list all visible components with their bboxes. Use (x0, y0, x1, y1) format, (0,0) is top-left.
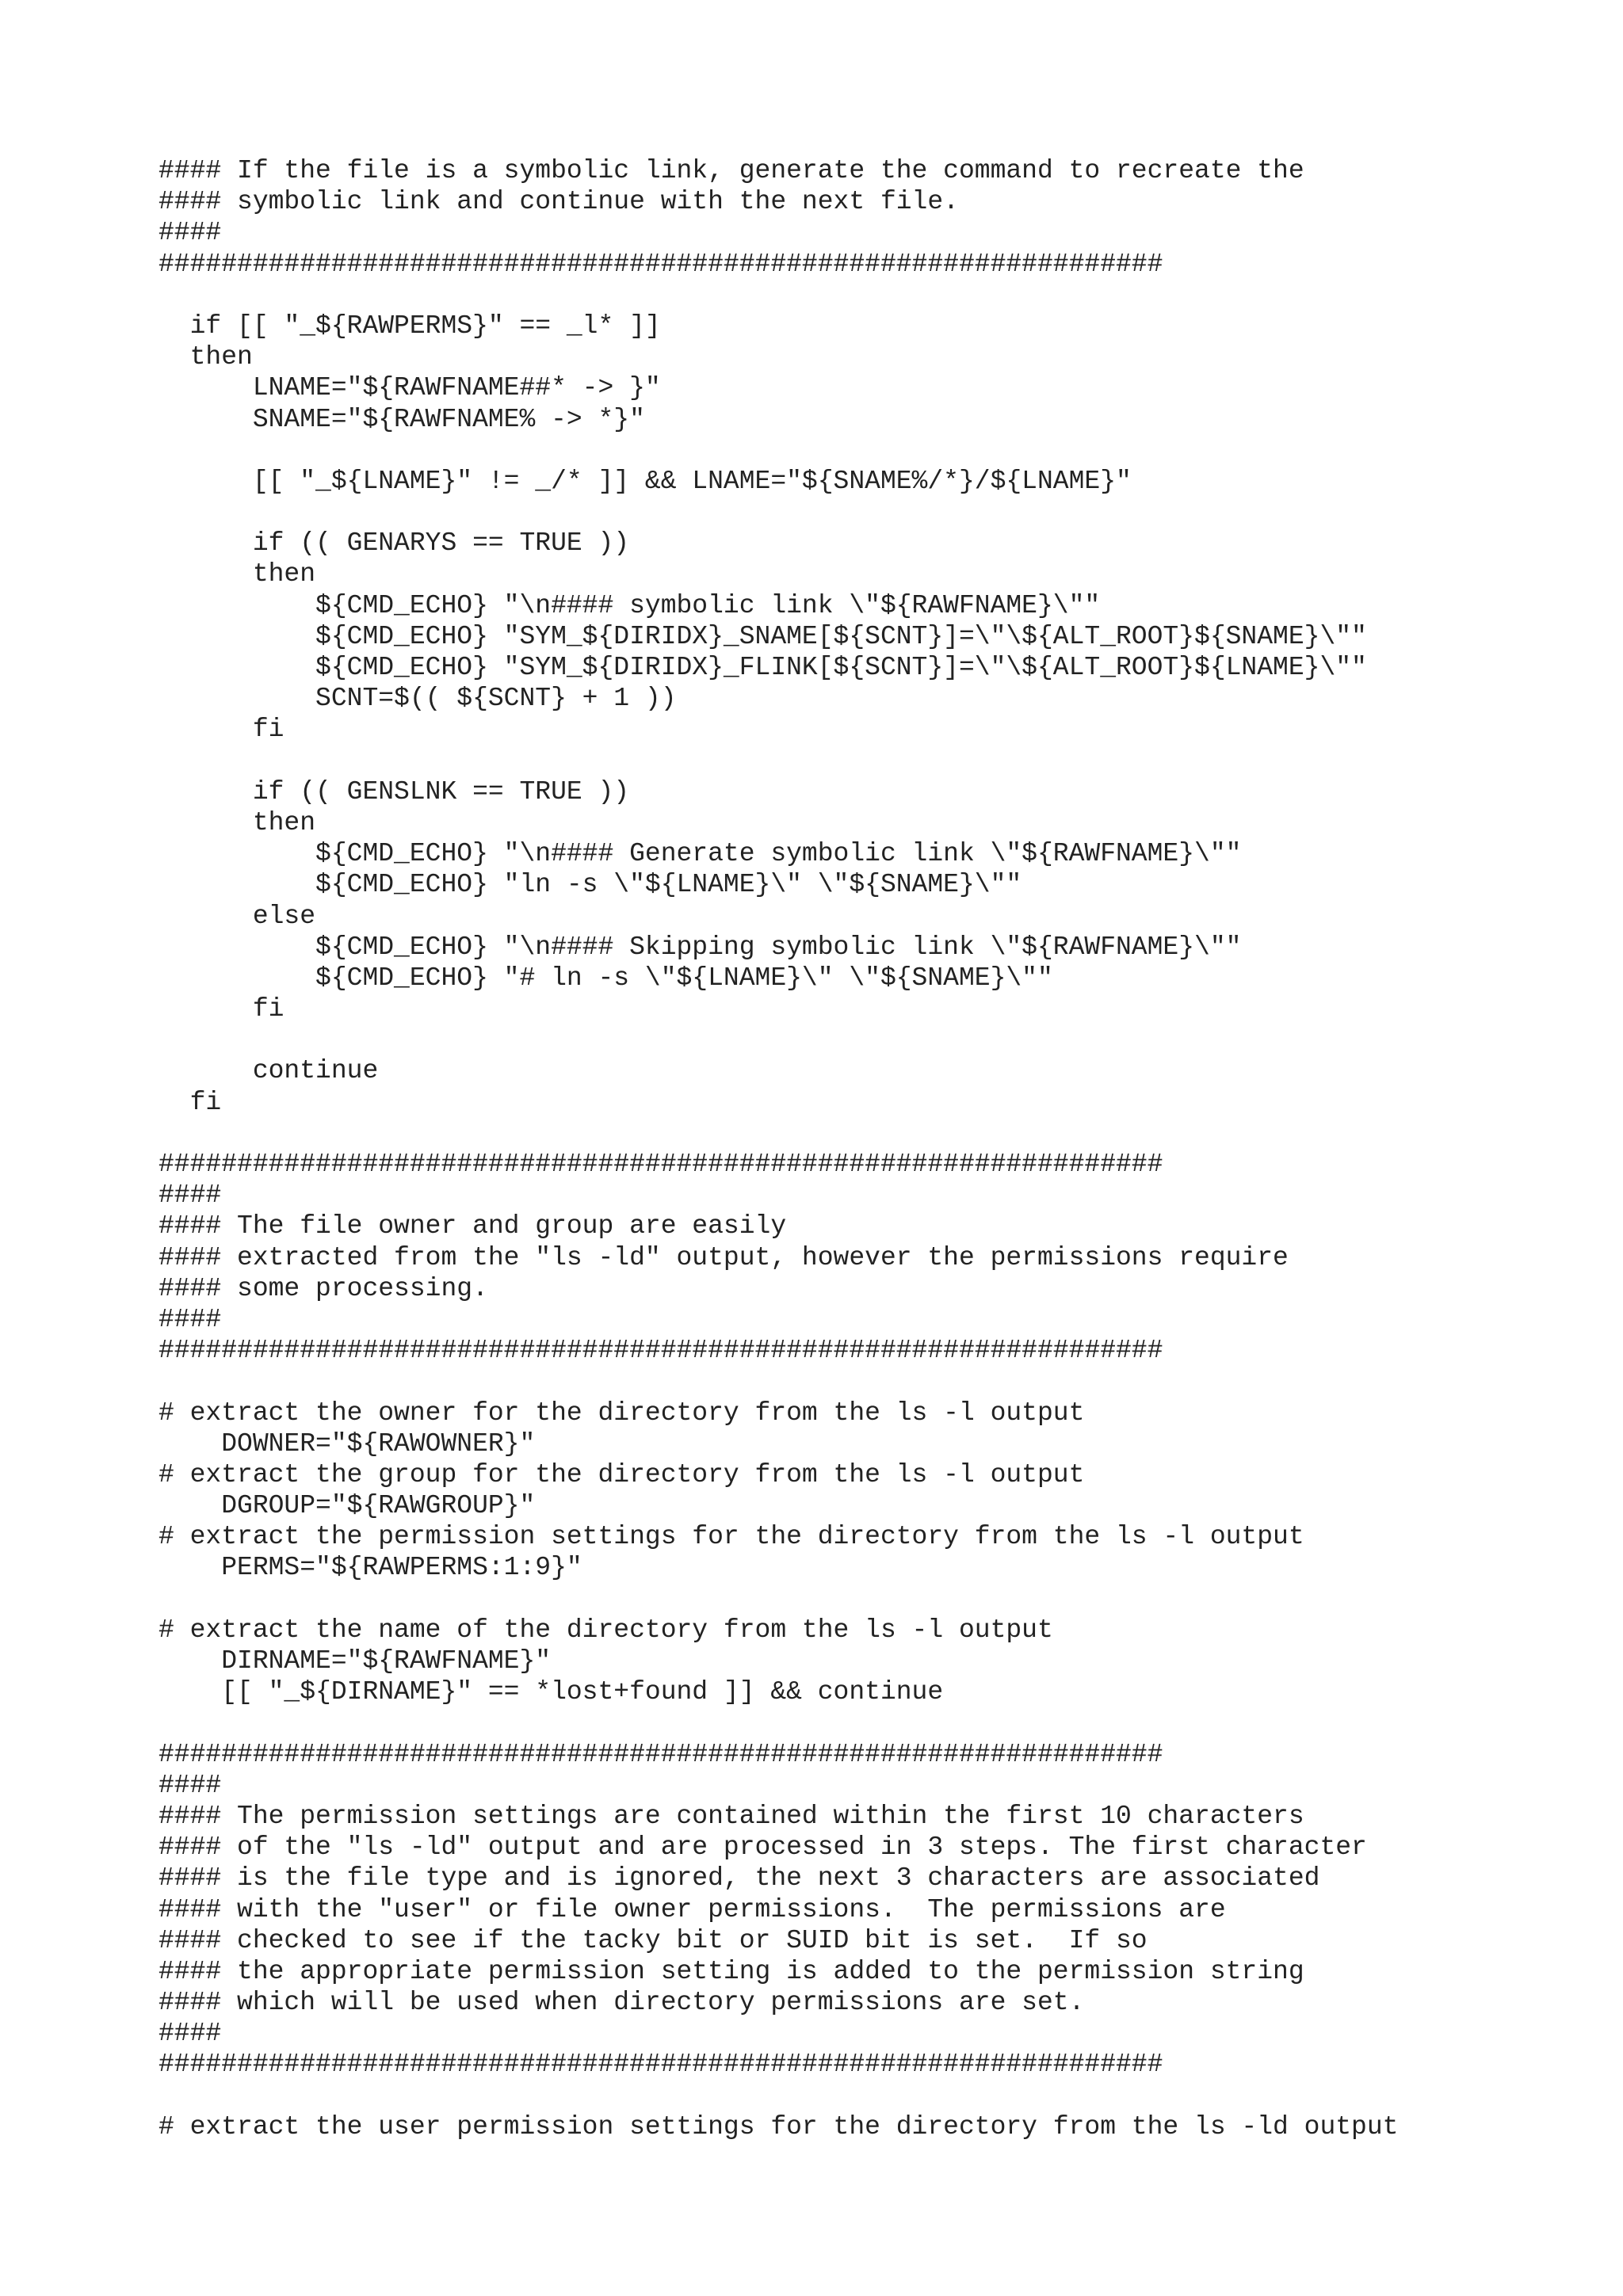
code-line: # extract the owner for the directory from the ls -l output (158, 1398, 1085, 1428)
code-line: #### of the "ls -ld" output and are processed in 3 steps. The first character (158, 1833, 1367, 1863)
code-line (158, 1024, 1585, 1055)
code-line: [[ "_${DIRNAME}" == *lost+found ]] && continue (158, 1677, 944, 1707)
code-line: #### the appropriate permission setting is added to the permission string (158, 1956, 1304, 1986)
code-line: else (158, 901, 316, 931)
code-line: fi (158, 994, 285, 1024)
code-line: ${CMD_ECHO} "ln -s \"${LNAME}\" \"${SNAME}\"" (158, 870, 1022, 900)
code-line: #### (158, 1304, 222, 1334)
code-line: #### with the "user" or file owner permissions. The permissions are (158, 1894, 1226, 1924)
code-line: DGROUP="${RAWGROUP}" (158, 1491, 536, 1521)
code-line: ${CMD_ECHO} "SYM_${DIRIDX}_SNAME[${SCNT}]=\"\${ALT_ROOT}${SNAME}\"" (158, 621, 1367, 651)
code-line: #### checked to see if the tacky bit or SUID bit is set. If so (158, 1925, 1148, 1955)
code-line: # extract the permission settings for the directory from the ls -l output (158, 1522, 1304, 1552)
code-line: #### (158, 218, 222, 248)
code-line: #### extracted from the "ls -ld" output, however the permissions require (158, 1242, 1289, 1272)
code-line: ################################################################ (158, 1739, 1163, 1769)
code-line: # extract the group for the directory from the ls -l output (158, 1459, 1085, 1489)
code-line: #### The permission settings are contained within the first 10 characters (158, 1801, 1304, 1831)
code-line (158, 280, 1585, 311)
code-line: ################################################################ (158, 1336, 1163, 1366)
code-line: #### symbolic link and continue with the next file. (158, 187, 959, 217)
code-line: fi (158, 715, 285, 745)
code-line: DIRNAME="${RAWFNAME}" (158, 1646, 552, 1676)
code-line (158, 2081, 1585, 2111)
code-line: ${CMD_ECHO} "\n#### symbolic link \"${RAWFNAME}\"" (158, 590, 1101, 620)
code-line (158, 1584, 1585, 1615)
code-line (158, 1707, 1585, 1738)
code-line (158, 1118, 1585, 1149)
code-line: #### (158, 1770, 222, 1800)
code-line: fi (158, 1087, 222, 1117)
code-line: #### (158, 1180, 222, 1211)
code-line: ${CMD_ECHO} "\n#### Skipping symbolic link \"${RAWFNAME}\"" (158, 932, 1242, 962)
code-line: ################################################################ (158, 249, 1163, 279)
code-line: ${CMD_ECHO} "\n#### Generate symbolic link \"${RAWFNAME}\"" (158, 839, 1242, 869)
code-line: then (158, 559, 316, 589)
code-line: # extract the name of the directory from the ls -l output (158, 1615, 1053, 1645)
code-line: if (( GENARYS == TRUE )) (158, 528, 630, 559)
code-line (158, 1366, 1585, 1397)
code-line: ${CMD_ECHO} "# ln -s \"${LNAME}\" \"${SNAME}\"" (158, 963, 1053, 993)
code-line: SNAME="${RAWFNAME% -> *}" (158, 404, 645, 434)
code-line: ${CMD_ECHO} "SYM_${DIRIDX}_FLINK[${SCNT}]=\"\${ALT_ROOT}${LNAME}\"" (158, 653, 1367, 682)
code-line: #### The file owner and group are easily (158, 1211, 787, 1241)
code-line: #### which will be used when directory permissions are set. (158, 1988, 1085, 2018)
code-line: then (158, 342, 253, 372)
code-line: DOWNER="${RAWOWNER}" (158, 1428, 536, 1459)
code-line: #### If the file is a symbolic link, generate the command to recreate the (158, 156, 1304, 185)
code-line: LNAME="${RAWFNAME##* -> }" (158, 373, 661, 403)
code-line: ################################################################ (158, 2050, 1163, 2080)
code-line (158, 746, 1585, 776)
code-line: PERMS="${RAWPERMS:1:9}" (158, 1553, 582, 1583)
code-line (158, 435, 1585, 466)
code-line: [[ "_${LNAME}" != _/* ]] && LNAME="${SNAME%/*}/${LNAME}" (158, 466, 1132, 496)
code-line: if [[ "_${RAWPERMS}" == _l* ]] (158, 311, 661, 341)
code-page (158, 155, 1585, 2142)
code-line: #### (158, 2019, 222, 2049)
code-line: #### is the file type and is ignored, the next 3 characters are associated (158, 1863, 1320, 1894)
code-line: ################################################################ (158, 1150, 1163, 1179)
code-line: SCNT=$(( ${SCNT} + 1 )) (158, 684, 677, 714)
code-line: #### some processing. (158, 1273, 488, 1303)
code-line: # extract the user permission settings for the directory from the ls -ld output (158, 2111, 1399, 2142)
code-line: then (158, 807, 316, 837)
code-line (158, 497, 1585, 528)
code-line: continue (158, 1056, 379, 1086)
code-line: if (( GENSLNK == TRUE )) (158, 776, 630, 807)
